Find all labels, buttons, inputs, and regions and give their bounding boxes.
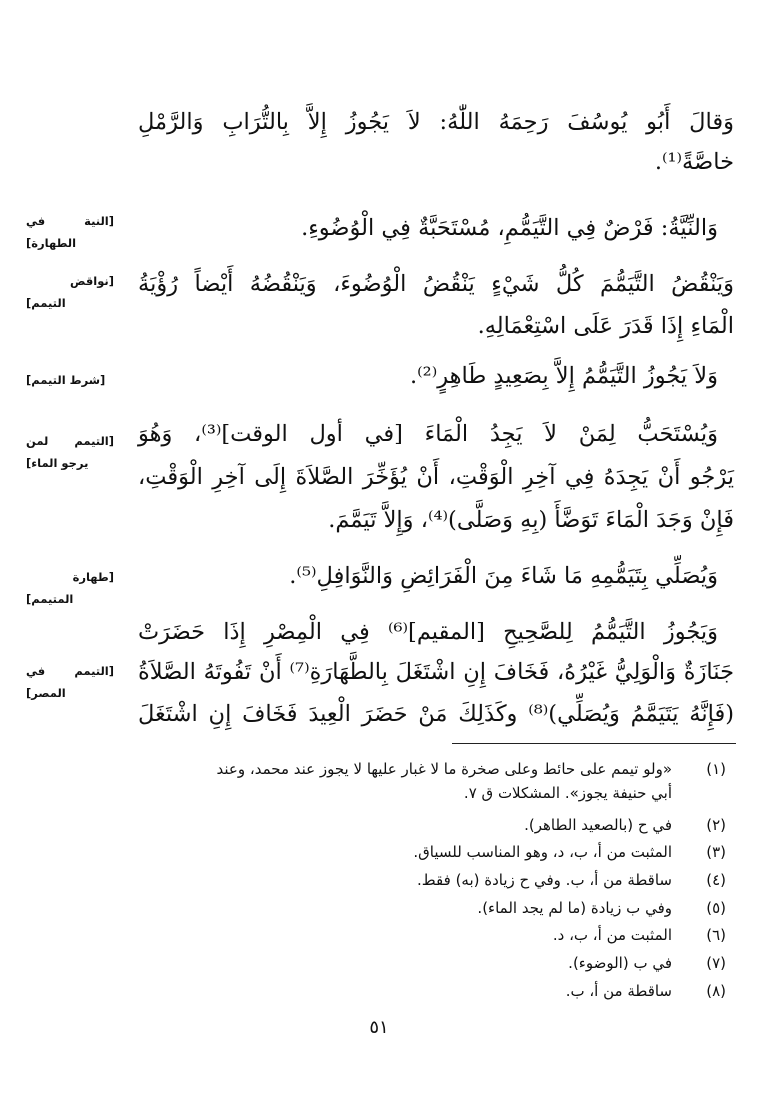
page-number: ٥١ [369,1017,389,1038]
margin-note [26,270,114,314]
body-line: (فَإِنَّهُ يَتَيَمَّمُ وَيُصَلِّي)⁽⁸⁾ وكَذَلِكَ مَنْ حَضَرَ الْعِيدَ فَخَافَ إِنِ اشْتَغَلَ [138,701,734,727]
body-line: وَلاَ يَجُوزُ التَّيَمُّمُ إِلاَّ بِصَعِيدٍ طَاهِرٍ⁽²⁾. [409,363,718,389]
body-line: وَالنِّيَّةُ: فَرْضٌ فِي التَّيَمُّمِ، مُسْتَحَبَّةٌ فِي الْوُضُوءِ. [301,215,718,241]
footnote-separator [452,743,736,744]
footnote-number: (٤) [706,871,726,889]
margin-note-line: يرجو الماء] [26,456,89,470]
footnote-text: أبي حنيفة يجوز». المشكلات ق ٧. [463,784,672,802]
footnote-text: في ح (بالصعيد الطاهر). [524,816,672,834]
footnote-number: (٧) [706,954,726,972]
footnote-number: (٥) [706,899,726,917]
body-line: وَقالَ أَبُو يُوسُفَ رَحِمَهُ اللّٰهُ: لاَ يَجُوزُ إِلاَّ بِالتُّرَابِ وَالرَّمْلِ [138,109,734,135]
footnote-number: (٣) [706,843,726,861]
margin-note-line: المصر] [26,686,66,700]
margin-note-line: [شرط التيمم] [26,373,106,387]
margin-note-line: الطهارة] [26,236,77,250]
margin-note-line: [التيمم لمن [26,434,114,448]
footnote-text: ساقطة من أ، ب. [565,982,672,1000]
footnote-text: في ب (الوضوء). [568,954,672,972]
margin-note-line: [طهارة [72,570,114,584]
footnote-text: وفي ب زيادة (ما لم يجد الماء). [477,899,672,917]
body-line: الْمَاءِ إِذَا قَدَرَ عَلَى اسْتِعْمَالِهِ. [477,313,734,339]
body-line: وَيُصَلِّي بِتَيَمُّمِهِ مَا شَاءَ مِنَ الْفَرَائِضِ وَالنَّوَافِلِ⁽⁵⁾. [289,563,718,589]
footnote-text: ساقطة من أ، ب. وفي ح زيادة (به) فقط. [417,871,672,889]
footnote-number: (١) [706,760,726,778]
body-line: وَيَجُوزُ التَّيَمُّمُ لِلصَّحِيحِ [المقيم]⁽⁶⁾ فِي الْمِصْرِ إِذَا حَضَرَتْ [138,619,718,645]
body-line: وَيُسْتَحَبُّ لِمَنْ لاَ يَجِدُ الْمَاءَ [في أول الوقت]⁽³⁾، وَهُوَ [138,421,718,447]
margin-note [26,566,114,610]
margin-note [26,210,114,254]
footnote-text: «ولو تيمم على حائط وعلى صخرة ما لا غبار عليها لا يجوز عند محمد، وعند [216,760,672,778]
footnote-number: (٦) [706,926,726,944]
body-line: وَيَنْقُضُ التَّيَمُّمَ كُلُّ شَيْءٍ يَنْقُضُ الْوُضُوءَ، وَيَنْقُضُهُ أَيْضاً رُؤْيَةُ [138,271,734,297]
footnote-number: (٢) [706,816,726,834]
body-line: جَنَازَةٌ وَالْوَلِيُّ غَيْرُهُ، فَخَافَ إِنِ اشْتَغَلَ بِالطَّهَارَةِ⁽⁷⁾ أَنْ تَفُوتَهُ الصَّلاَةُ [138,659,734,685]
margin-note [26,430,114,474]
body-line: خاصَّةً⁽¹⁾. [654,149,734,175]
margin-note-line: المتيمم] [26,592,74,606]
footnote-text: المثبت من أ، ب، د، وهو المناسب للسياق. [413,843,672,861]
margin-note [26,660,114,704]
margin-note-line: التيمم] [26,296,66,310]
footnote-text: المثبت من أ، ب، د. [552,926,672,944]
margin-note [26,369,114,391]
margin-note-line: [التيمم في [26,664,114,678]
body-line: يَرْجُو أَنْ يَجِدَهُ فِي آخِرِ الْوَقْتِ، أَنْ يُؤَخِّرَ الصَّلاَةَ إِلَى آخِرِ الْوَقْتِ، [138,464,734,490]
margin-note-line: [نواقض [70,274,114,288]
margin-note-line: [النية في [26,214,114,228]
footnote-number: (٨) [706,982,726,1000]
body-line: فَإِنْ وَجَدَ الْمَاءَ تَوَضَّأَ (بِهِ وَصَلَّى)⁽⁴⁾، وَإِلاَّ تَيَمَّمَ. [328,507,734,533]
